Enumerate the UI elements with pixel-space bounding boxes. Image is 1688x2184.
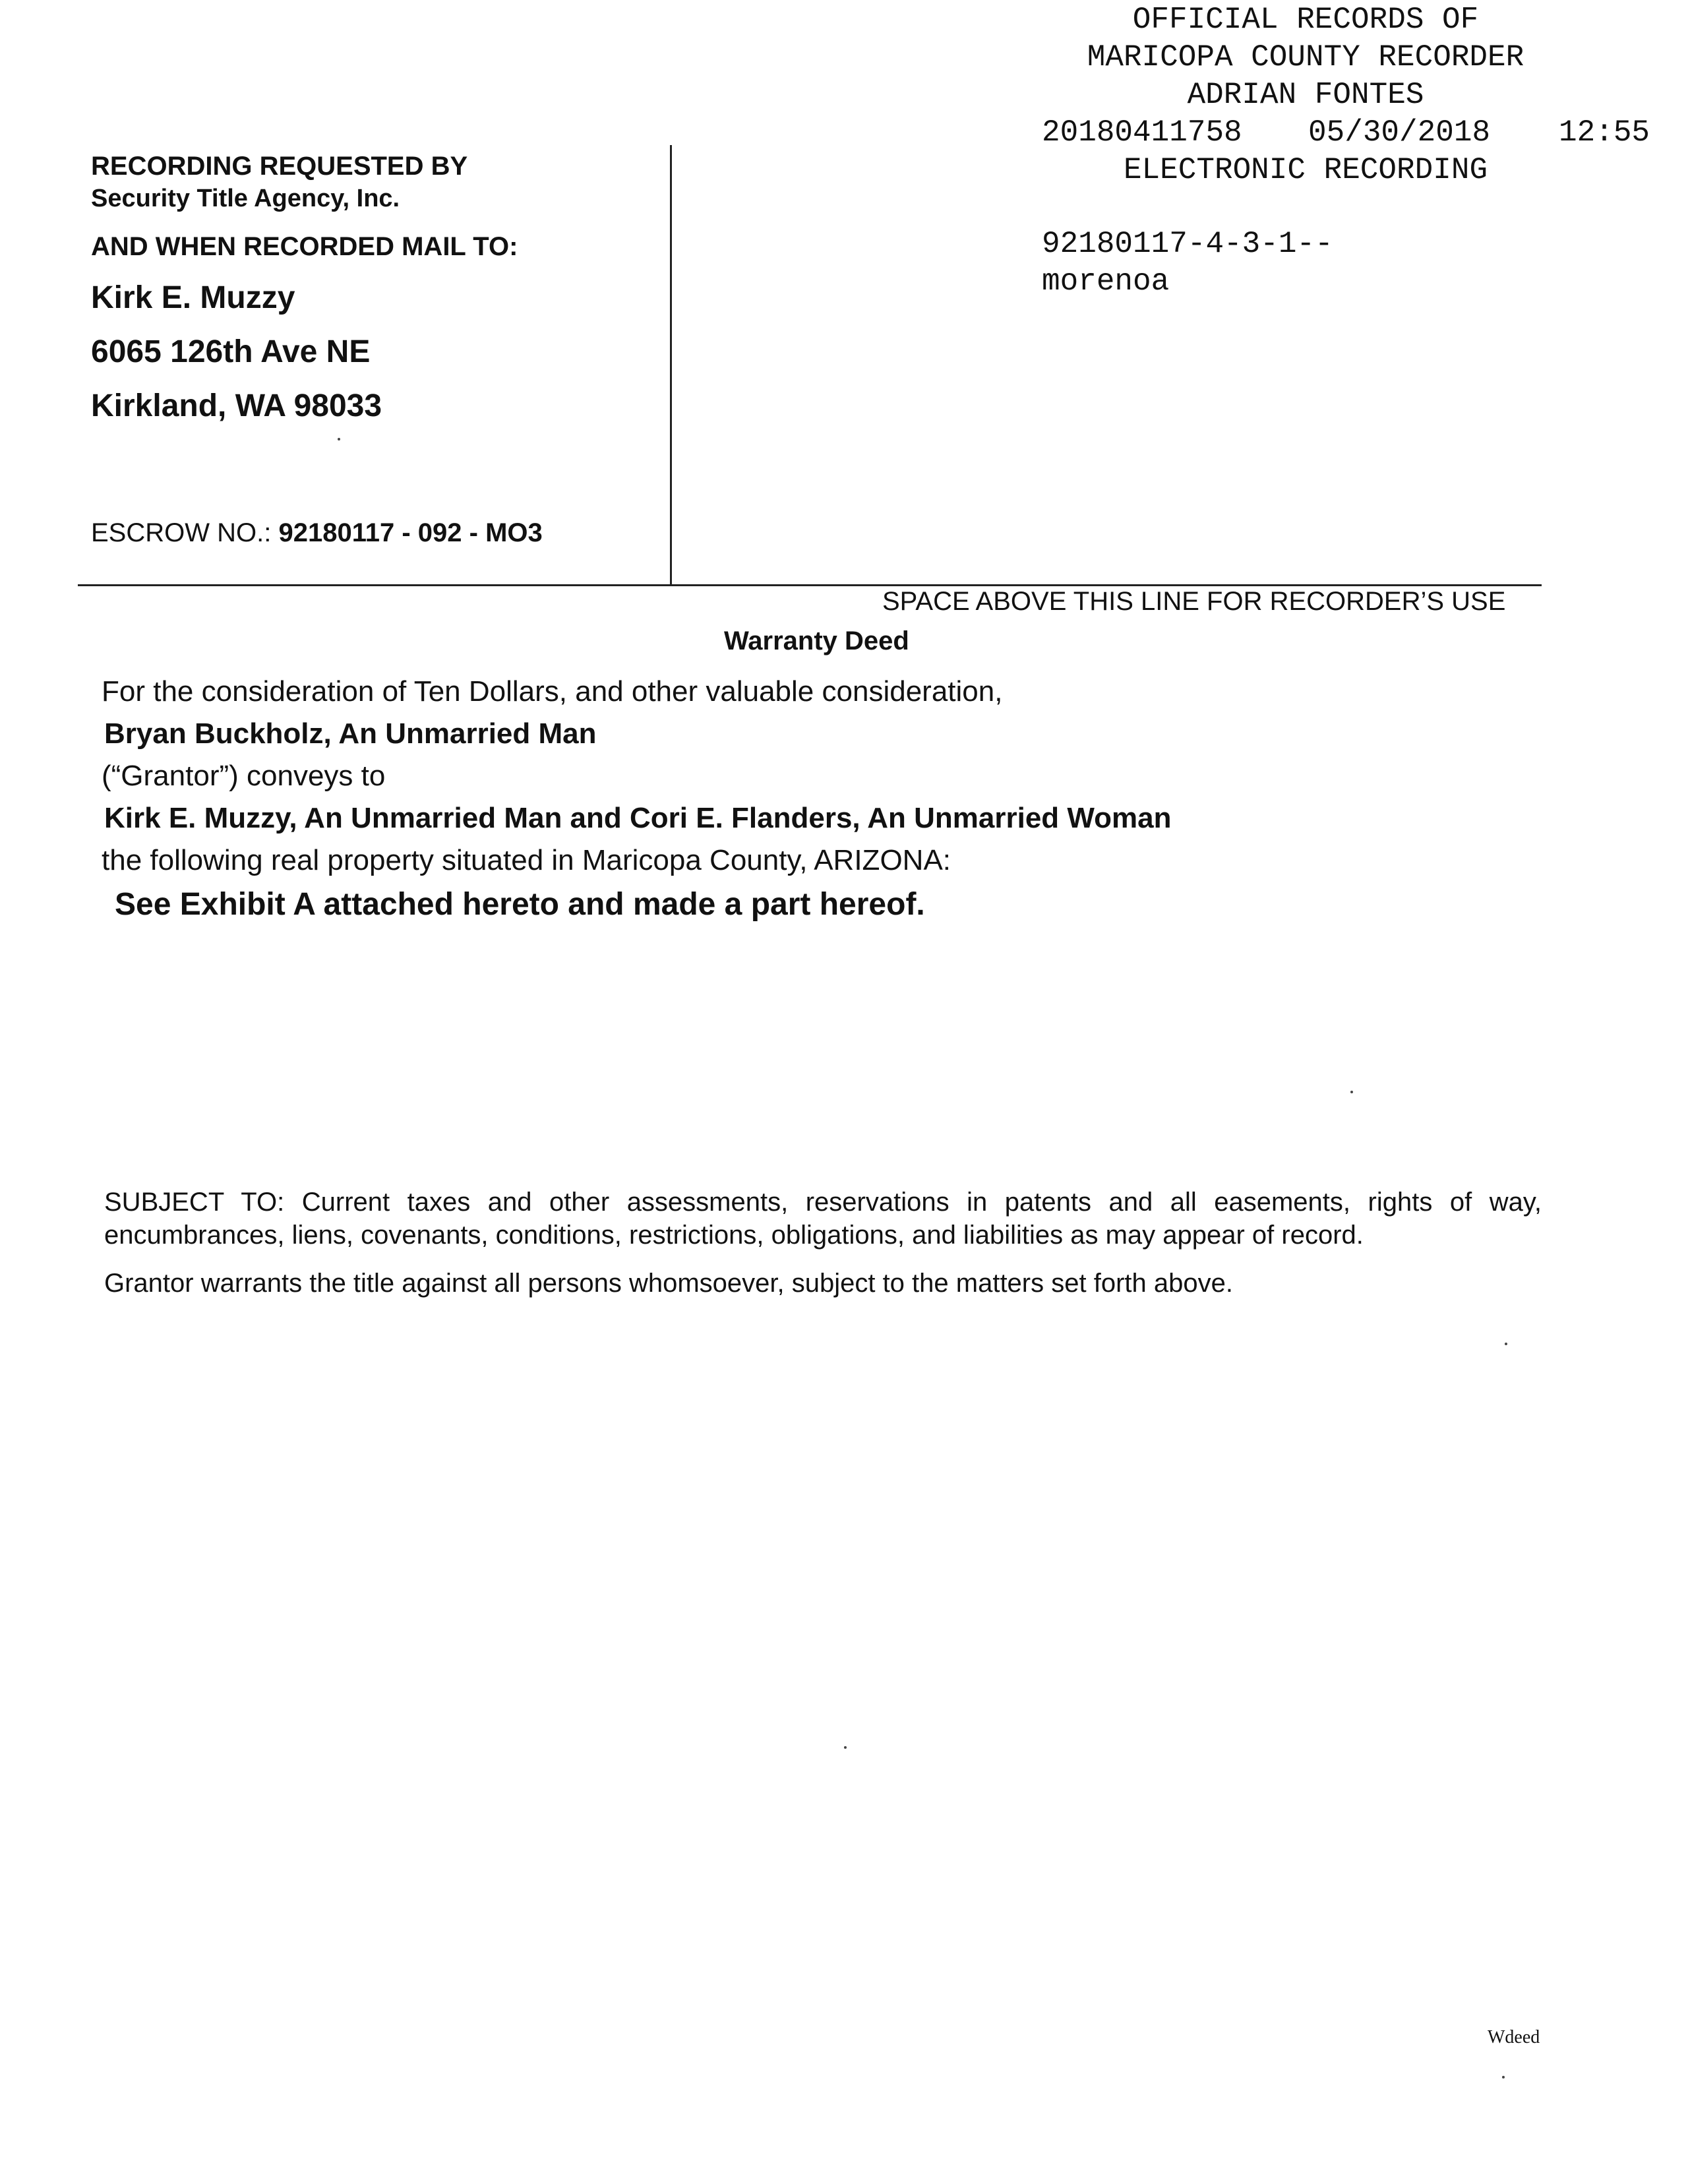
recorder-time: 12:55 bbox=[1559, 115, 1650, 150]
mail-to-label: AND WHEN RECORDED MAIL TO: bbox=[91, 232, 518, 261]
mail-to-name: Kirk E. Muzzy bbox=[91, 280, 295, 315]
recording-requested-by-label: RECORDING REQUESTED BY bbox=[91, 152, 468, 181]
recorder-ref-code: 92180117-4-3-1-- bbox=[1042, 227, 1333, 261]
recorder-stamp-electronic: ELECTRONIC RECORDING bbox=[1123, 153, 1488, 187]
exhibit-reference: See Exhibit A attached hereto and made a part hereof. bbox=[115, 887, 925, 922]
consideration-clause: For the consideration of Ten Dollars, and other valuable consideration, bbox=[102, 675, 1003, 708]
mail-to-street: 6065 126th Ave NE bbox=[91, 334, 371, 369]
recorder-doc-number: 20180411758 bbox=[1042, 115, 1242, 150]
scan-speck bbox=[844, 1746, 847, 1749]
recorder-use-line bbox=[78, 584, 1542, 586]
space-above-line-label: SPACE ABOVE THIS LINE FOR RECORDER’S USE bbox=[882, 587, 1506, 616]
escrow-number-line bbox=[91, 518, 543, 548]
recorder-clerk: morenoa bbox=[1042, 264, 1170, 299]
warranty-clause: Grantor warrants the title against all persons whomsoever, subject to the matters set forth above. bbox=[104, 1269, 1233, 1298]
recorder-stamp-line-3: ADRIAN FONTES bbox=[1187, 78, 1424, 112]
document-title: Warranty Deed bbox=[724, 626, 909, 655]
header-divider-vertical bbox=[670, 145, 672, 584]
form-code: Wdeed bbox=[1488, 2027, 1540, 2048]
scan-speck bbox=[338, 438, 340, 440]
escrow-label: ESCROW NO.: bbox=[91, 518, 272, 547]
mail-to-city: Kirkland, WA 98033 bbox=[91, 388, 382, 423]
grantor-name: Bryan Buckholz, An Unmarried Man bbox=[104, 717, 597, 750]
recorder-date: 05/30/2018 bbox=[1308, 115, 1491, 150]
scan-speck bbox=[1502, 2076, 1505, 2078]
conveys-clause: (“Grantor”) conveys to bbox=[102, 760, 386, 792]
scan-speck bbox=[1350, 1091, 1353, 1093]
subject-to-clause: SUBJECT TO: Current taxes and other assessments, reservations in patents and all easements, rights of way, encumbrances, liens, covenants, conditions, restrictions, obligations, and liabilities as may appear of record. bbox=[104, 1188, 1542, 1250]
grantee-names: Kirk E. Muzzy, An Unmarried Man and Cori E. Flanders, An Unmarried Woman bbox=[104, 802, 1172, 834]
recorder-stamp-line-2: MARICOPA COUNTY RECORDER bbox=[1087, 40, 1524, 75]
requester-name: Security Title Agency, Inc. bbox=[91, 185, 400, 212]
property-location-clause: the following real property situated in Maricopa County, ARIZONA: bbox=[102, 844, 951, 876]
scan-speck bbox=[1505, 1343, 1507, 1345]
escrow-number: 92180117 - 092 - MO3 bbox=[278, 518, 543, 547]
recorder-stamp-line-1: OFFICIAL RECORDS OF bbox=[1132, 3, 1479, 37]
